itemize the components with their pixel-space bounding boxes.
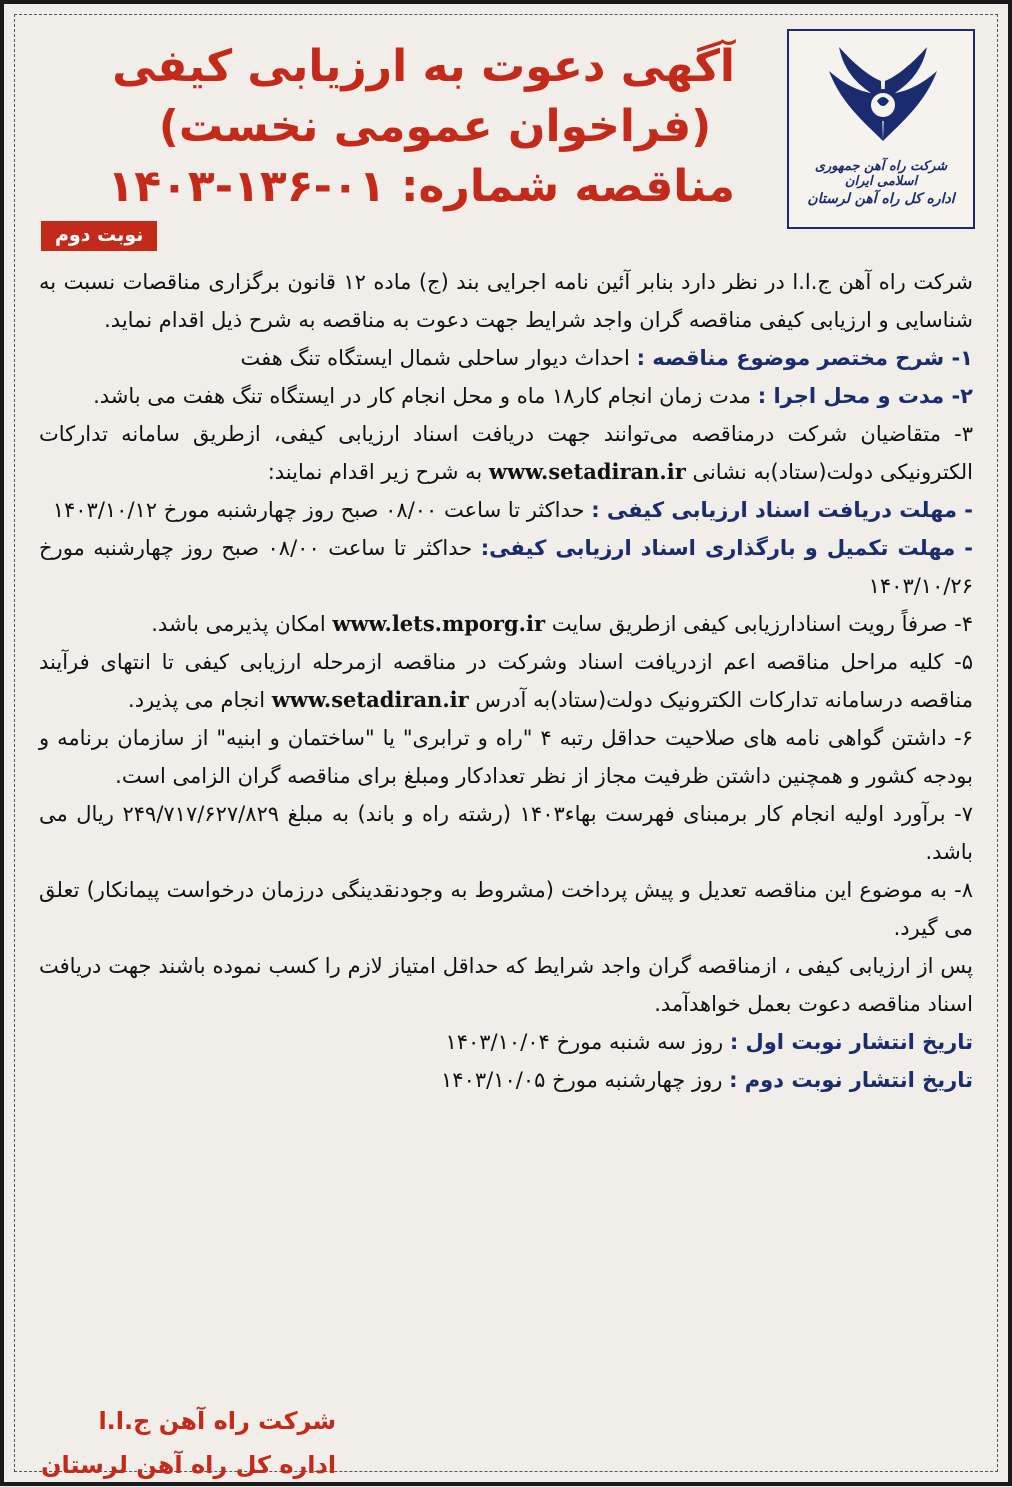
dashed-frame xyxy=(14,14,998,1479)
signature-block xyxy=(41,1399,336,1487)
item-4 xyxy=(39,605,973,643)
logo-text-line1: شرکت راه آهن جمهوری اسلامی ایران xyxy=(814,159,948,189)
item-4-url: www.lets.mporg.ir xyxy=(332,611,546,636)
item-5-url: www.setadiran.ir xyxy=(271,687,469,712)
tender-number: مناقصه شماره: ۰۱-۱۳۶-۱۴۰۳ xyxy=(107,161,735,212)
item-1-text: احداث دیوار ساحلی شمال ایستگاه تنگ هفت xyxy=(240,346,630,370)
deadline-2 xyxy=(39,529,973,605)
item-3-text: ۳- متقاضیان شرکت درمناقصه می‌توانند جهت دریافت اسناد ارزیابی کیفی، ازطریق سامانه تدارکات الکترونیکی دولت(ستاد)به نشانی xyxy=(39,422,973,484)
closing-paragraph: پس از ارزیابی کیفی ، ازمناقصه گران واجد شرایط که حداقل امتیاز لازم را کسب نموده باشند جهت دریافت اسناد مناقصه دعوت بعمل خواهدآمد. xyxy=(39,954,973,1016)
deadline-1 xyxy=(39,491,973,529)
notice-body xyxy=(39,263,973,1099)
publish-date-1-text: روز سه شنبه مورخ ۱۴۰۳/۱۰/۰۴ xyxy=(445,1030,724,1054)
item-5-text: ۵- کلیه مراحل مناقصه اعم ازدریافت اسناد وشرکت در مناقصه ازمرحله ارزیابی کیفی تا انتهای فرآیند مناقصه درسامانه تدارکات الکترونیک دولت(ستاد)به آدرس xyxy=(39,650,973,712)
signature-line1: شرکت راه آهن ج.ا.ا xyxy=(98,1407,337,1435)
header xyxy=(15,15,997,247)
item-6: ۶- داشتن گواهی نامه های صلاحیت حداقل رتبه ۴ "راه و ترابری" یا "ساختمان و ابنیه" از سازمان برنامه و بودجه کشور و همچنین داشتن ظرفیت مجاز از نظر تعدادکار ومبلغ برای مناقصه گران الزامی است. xyxy=(39,726,974,788)
item-3-url: www.setadiran.ir xyxy=(488,459,686,484)
item-4-tail: امکان پذیرمی باشد. xyxy=(151,612,326,636)
publish-date-2-label: تاریخ انتشار نوبت دوم : xyxy=(729,1068,973,1092)
item-2-label: ۲- مدت و محل اجرا : xyxy=(757,384,973,408)
publish-date-1 xyxy=(39,1023,973,1061)
item-8: ۸- به موضوع این مناقصه تعدیل و پیش پرداخت (مشروط به وجودنقدینگی درزمان درخواست پیمانکار) تعلق می گیرد. xyxy=(39,878,973,940)
signature-line2: اداره کل راه آهن لرستان xyxy=(41,1451,337,1479)
item-5-tail: انجام می پذیرد. xyxy=(128,688,266,712)
item-2-text: مدت زمان انجام کار۱۸ ماه و محل انجام کار در ایستگاه تنگ هفت می باشد. xyxy=(93,384,752,408)
deadline-1-text: حداکثر تا ساعت ۰۸/۰۰ صبح روز چهارشنبه مورخ ۱۴۰۳/۱۰/۱۲ xyxy=(52,498,585,522)
item-3 xyxy=(39,415,973,491)
title-line1: آگهی دعوت به ارزیابی کیفی xyxy=(112,41,735,92)
intro-paragraph: شرکت راه آهن ج.ا.ا در نظر دارد بنابر آئین نامه اجرایی بند (ج) ماده ۱۲ قانون برگزاری مناقصات نسبت به شناسایی و ارزیابی کیفی مناقصه گران واجد شرایط جهت دعوت به مناقصه به شرح ذیل اقدام نماید. xyxy=(39,270,974,332)
item-7: ۷- برآورد اولیه انجام کار برمبنای فهرست بهاء۱۴۰۳ (رشته راه و باند) به مبلغ ۲۴۹/۷۱۷/۶۲۷/۸۲۹ ریال می باشد. xyxy=(39,802,973,864)
item-1 xyxy=(39,339,973,377)
item-4-text: ۴- صرفاً رویت اسنادارزیابی کیفی ازطریق سایت xyxy=(551,612,973,636)
deadline-2-text: حداکثر تا ساعت ۰۸/۰۰ صبح روز چهارشنبه مورخ ۱۴۰۳/۱۰/۲۶ xyxy=(39,536,973,598)
publish-date-1-label: تاریخ انتشار نوبت اول : xyxy=(729,1030,973,1054)
item-1-label: ۱- شرح مختصر موضوع مناقصه : xyxy=(636,346,973,370)
item-2 xyxy=(39,377,973,415)
publish-date-2 xyxy=(39,1061,973,1099)
winged-emblem-icon xyxy=(823,41,943,151)
deadline-2-label: - مهلت تکمیل و بارگذاری اسناد ارزیابی کیفی: xyxy=(480,536,974,560)
deadline-1-label: - مهلت دریافت اسناد ارزیابی کیفی : xyxy=(591,498,973,522)
item-5 xyxy=(39,643,973,719)
round-badge: نوبت دوم xyxy=(41,221,157,251)
logo-box xyxy=(787,29,975,229)
publish-date-2-text: روز چهارشنبه مورخ ۱۴۰۳/۱۰/۰۵ xyxy=(441,1068,723,1092)
item-3-tail: به شرح زیر اقدام نمایند: xyxy=(267,460,483,484)
title-line2: (فراخوان عمومی نخست) xyxy=(158,101,712,152)
logo-text-line2: اداره کل راه آهن لرستان xyxy=(807,191,955,207)
